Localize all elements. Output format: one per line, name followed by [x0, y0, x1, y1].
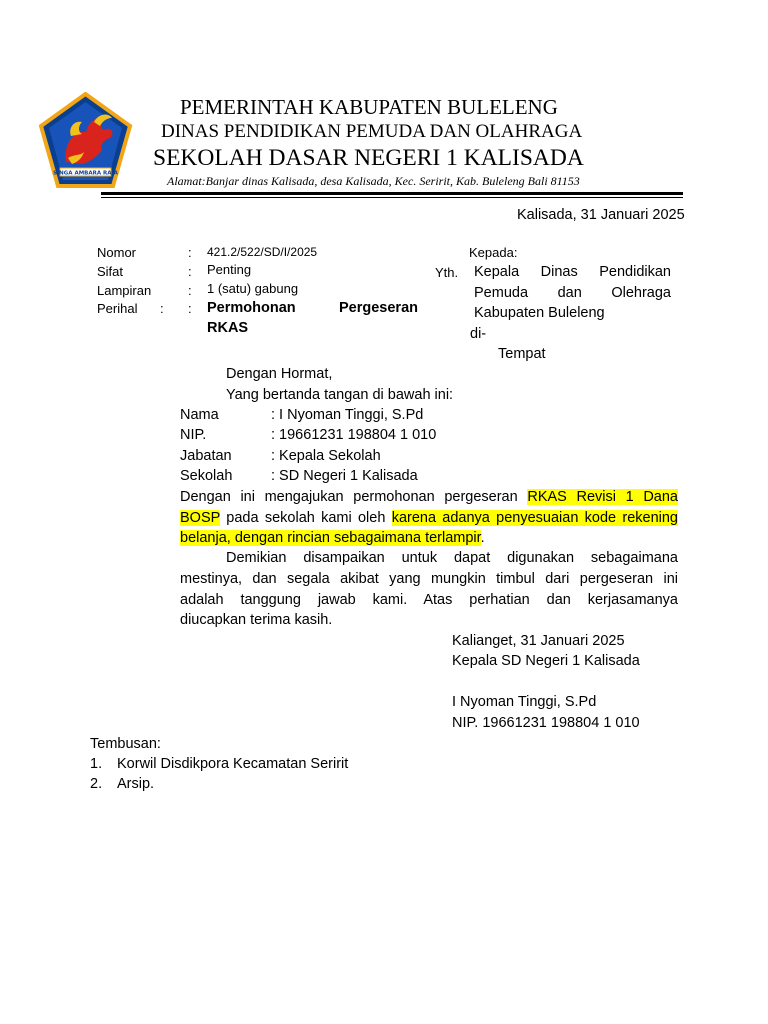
signature-position: Kepala SD Negeri 1 Kalisada: [452, 653, 640, 669]
letterhead-divider: [101, 192, 683, 195]
paragraph1-text-b: pada sekolah kami oleh: [220, 510, 392, 526]
government-seal-icon: [38, 92, 133, 190]
paragraph1-text-a: Dengan ini mengajukan permohonan pergeseran: [180, 489, 528, 505]
perihal-label: Perihal: [97, 301, 138, 316]
paragraph1-line1: [180, 489, 678, 505]
signature-nip: NIP. 19661231 198804 1 010: [452, 715, 640, 731]
highlight-reason-cont: belanja, dengan rincian sebagaimana terlampir: [180, 530, 481, 546]
signature-name: I Nyoman Tinggi, S.Pd: [452, 694, 597, 710]
paragraph2-line4: diucapkan terima kasih.: [180, 612, 333, 628]
perihal-colon-inline: :: [160, 301, 164, 316]
tembusan-title: Tembusan:: [90, 736, 161, 752]
sifat-label: Sifat: [97, 264, 124, 279]
tembusan-item-1: Korwil Disdikpora Kecamatan Seririt: [117, 756, 349, 772]
letterhead-address: Alamat:Banjar dinas Kalisada, desa Kalisada, Kec. Seririt, Kab. Buleleng Bali 81153: [167, 174, 580, 188]
sifat-value: Penting: [207, 262, 252, 277]
paragraph1-end: .: [480, 530, 485, 546]
highlight-bosp: BOSP: [180, 510, 221, 526]
signature-place-date: Kalianget, 31 Januari 2025: [452, 633, 625, 649]
perihal-colon: :: [188, 301, 192, 316]
greeting: Dengan Hormat,: [226, 366, 333, 382]
recipient-di: di-: [470, 326, 487, 342]
lampiran-value: 1 (satu) gabung: [207, 281, 299, 296]
sifat-colon: :: [188, 264, 192, 279]
lampiran-colon: :: [188, 283, 192, 298]
recipient-kepada: Kepada:: [469, 245, 518, 260]
letterhead-line2: DINAS PENDIDIKAN PEMUDA DAN OLAHRAGA: [161, 121, 583, 142]
recipient-yth: Yth.: [435, 265, 459, 280]
highlight-rkas: RKAS Revisi 1 Dana: [527, 489, 678, 505]
perihal-word-2: Pergeseran: [339, 300, 418, 316]
tembusan-item-2-number: 2.: [90, 776, 103, 792]
intro-line: Yang bertanda tangan di bawah ini:: [226, 387, 454, 403]
letterhead-line3: SEKOLAH DASAR NEGERI 1 KALISADA: [153, 145, 584, 171]
letterhead-divider-thin: [101, 197, 683, 198]
perihal-word-3: RKAS: [207, 320, 249, 336]
paragraph1-line2: [180, 510, 678, 526]
recipient-line2: Pemuda dan Olehraga: [474, 285, 671, 301]
nomor-colon: :: [188, 245, 192, 260]
perihal-word-1: Permohonan: [207, 300, 296, 316]
field-nama-label: Nama: [180, 407, 219, 423]
highlight-reason: karena adanya penyesuaian kode rekening: [391, 510, 679, 526]
letterhead-line1: PEMERINTAH KABUPATEN BULELENG: [180, 95, 558, 119]
field-nip-value: : 19661231 198804 1 010: [271, 427, 437, 443]
nomor-label: Nomor: [97, 245, 137, 260]
lampiran-label: Lampiran: [97, 283, 152, 298]
field-nama-value: : I Nyoman Tinggi, S.Pd: [271, 407, 424, 423]
field-sekolah-value: : SD Negeri 1 Kalisada: [271, 468, 418, 484]
paragraph2-line3: adalah tanggung jawab kami. Atas perhatian dan kerjasamanya: [180, 592, 678, 608]
field-jabatan-label: Jabatan: [180, 448, 232, 464]
tembusan-item-2: Arsip.: [117, 776, 155, 792]
nomor-value: 421.2/522/SD/I/2025: [207, 245, 318, 259]
recipient-line1: Kepala Dinas Pendidikan: [474, 264, 671, 280]
field-jabatan-value: : Kepala Sekolah: [271, 448, 381, 464]
tembusan-item-1-number: 1.: [90, 756, 103, 772]
field-nip-label: NIP.: [180, 427, 207, 443]
recipient-line3: Kabupaten Buleleng: [474, 305, 605, 321]
recipient-tempat: Tempat: [498, 346, 546, 362]
paragraph1-line3: [180, 530, 678, 546]
svg-text:SINGA AMBARA RAJA: SINGA AMBARA RAJA: [53, 170, 118, 177]
paragraph2-line2: mestinya, dan segala akibat yang mungkin timbul dari pergeseran ini: [180, 571, 678, 587]
paragraph2-line1: Demikian disampaikan untuk dapat digunakan sebagaimana: [226, 550, 678, 566]
letter-date: Kalisada, 31 Januari 2025: [517, 207, 685, 223]
field-sekolah-label: Sekolah: [180, 468, 233, 484]
